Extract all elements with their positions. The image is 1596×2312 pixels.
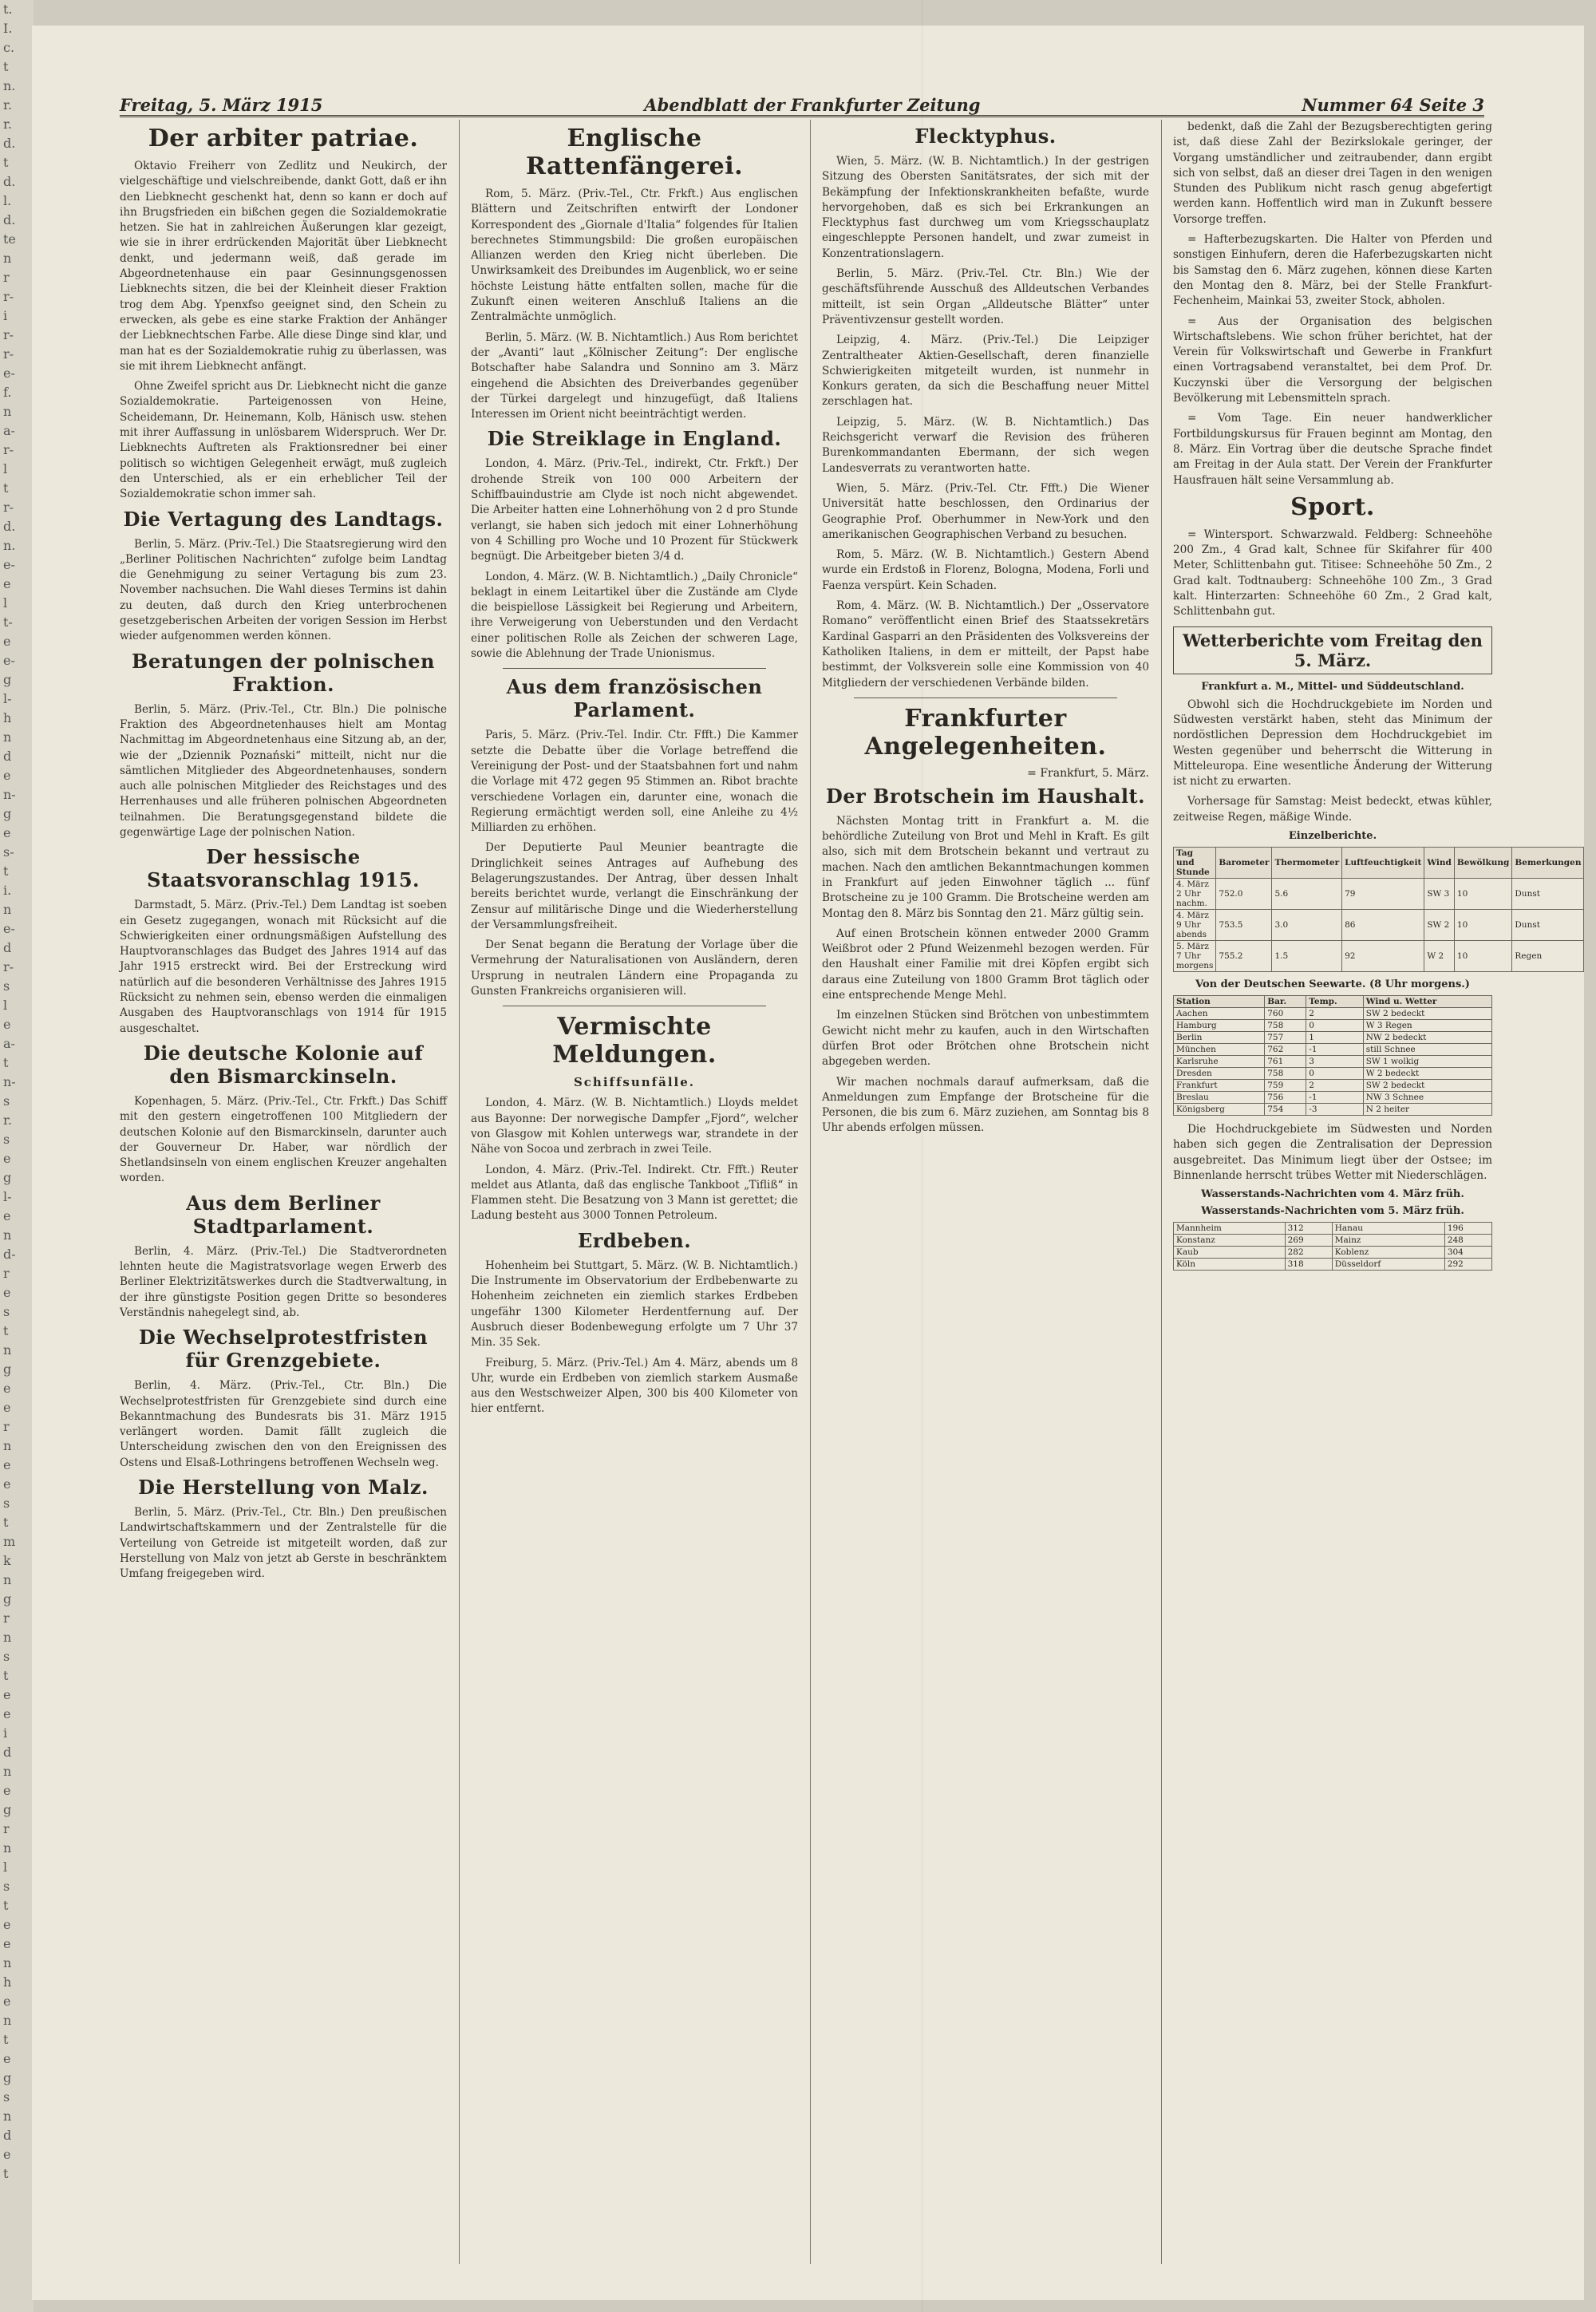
- table-cell: 318: [1285, 1259, 1332, 1271]
- table-cell: 762: [1265, 1043, 1306, 1055]
- edge-fragment: e: [3, 1285, 11, 1300]
- edge-fragment: e: [3, 1208, 11, 1223]
- edge-fragment: I.: [3, 21, 13, 36]
- weather-paragraph: Die Hochdruckgebiete im Südwesten und Norden haben sich gegen die Zentralisation der Depression ausgebreitet. Das Minimum liegt über der Ostsee; im Binnenlande herrscht trübes Wetter mit Niederschlägen.: [1173, 1122, 1492, 1182]
- edge-fragment: s: [3, 1879, 10, 1894]
- edge-fragment: n: [3, 1438, 12, 1453]
- edge-fragment: g: [3, 2070, 12, 2085]
- seewarte-title: Von der Deutschen Seewarte. (8 Uhr morgens.): [1195, 978, 1470, 990]
- table-cell: 755.2: [1216, 940, 1272, 971]
- table-cell: N 2 heiter: [1363, 1103, 1491, 1115]
- table-cell: 752.0: [1216, 878, 1272, 909]
- table-cell: Mainz: [1332, 1235, 1444, 1247]
- edge-fragment: s: [3, 1496, 10, 1511]
- edge-fragment: a-: [3, 423, 15, 438]
- edge-fragment: g: [3, 1362, 12, 1377]
- edge-fragment: s: [3, 2089, 10, 2105]
- article-headline: Beratungen der polnischen Fraktion.: [132, 649, 435, 696]
- edge-fragment: d: [3, 940, 12, 955]
- edge-fragment: g: [3, 1170, 12, 1185]
- edge-fragment: i: [3, 1725, 8, 1741]
- table-cell: Mannheim: [1174, 1223, 1286, 1235]
- edge-fragment: s: [3, 978, 10, 994]
- article-paragraph: London, 4. März. (W. B. Nichtamtlich.) Lloyds meldet aus Bayonne: Der norwegische Dampfer „Fjord“, welcher von Glasgow mit Kohlen unterwegs war, strandete in der Nähe von Socoa und zerbrach in zwei Teile.: [471, 1097, 798, 1156]
- table-cell: Dunst: [1512, 909, 1584, 940]
- table-row: [1174, 1259, 1492, 1271]
- table-row: [1174, 1067, 1492, 1079]
- article-headline: Erdbeben.: [577, 1228, 692, 1252]
- table-header-cell: Luftfeuchtigkeit: [1342, 847, 1424, 878]
- table-row: [1174, 1103, 1492, 1115]
- header-date: Freitag, 5. März 1915: [120, 95, 323, 115]
- section-divider: [503, 668, 766, 669]
- edge-fragment: d: [3, 2128, 12, 2143]
- table-row: [1174, 1019, 1492, 1031]
- edge-fragment: s-: [3, 844, 14, 860]
- edge-fragment: r-: [3, 327, 14, 342]
- table-cell: 3.0: [1272, 909, 1342, 940]
- section-headline: Frankfurter Angelegenheiten.: [864, 704, 1107, 761]
- table-cell: Kaub: [1174, 1247, 1286, 1259]
- table-cell: 92: [1342, 940, 1424, 971]
- article-paragraph: Darmstadt, 5. März. (Priv.-Tel.) Dem Landtag ist soeben ein Gesetz zugegangen, wonach mit Rücksicht auf die Schwierigkeiten einer ordnungsmäßigen Aufstellung des Hauptvoranschlages das Budget des Jahres 1914 auf das Jahr 1915 erstreckt wird. Bei der Erstreckung wird natürlich auf die besonderen Verhältnisse des Jahres 1915 Rücksicht zu nehmen sein, ebenso werden die einmaligen Ausgaben des Hauptvoranschlags von 1914 für 1915 ausgeschaltet.: [120, 899, 447, 1035]
- edge-fragment: n: [3, 1342, 12, 1358]
- article-headline: Aus dem Berliner Stadtparlament.: [186, 1191, 381, 1238]
- weather-table-stations: [1173, 995, 1492, 1116]
- edge-fragment: i: [3, 308, 8, 323]
- table-row: [1174, 1091, 1492, 1103]
- edge-fragment: l: [3, 595, 8, 611]
- table-row: [1174, 1247, 1492, 1259]
- table-cell: 269: [1285, 1235, 1332, 1247]
- table-cell: Hamburg: [1174, 1019, 1265, 1031]
- edge-fragment: t: [3, 1898, 9, 1913]
- table-row: [1174, 1055, 1492, 1067]
- article-paragraph: Berlin, 5. März. (Priv.-Tel. Ctr. Bln.) Wie der geschäftsführende Ausschuß des Alldeutschen Verbandes mitteilt, ist sein Organ „Alldeutsche Blätter“ unter Präventivzensur gestellt worden.: [822, 267, 1149, 326]
- edge-fragment: d.: [3, 212, 16, 227]
- edge-fragment: t-: [3, 615, 13, 630]
- edge-fragment: e: [3, 1783, 11, 1798]
- edge-fragment: n: [3, 902, 12, 917]
- article-paragraph: Rom, 4. März. (W. B. Nichtamtlich.) Der „Osservatore Romano“ veröffentlicht einen Brief des Staatssekretärs Kardinal Gasparri an den Präsidenten des Volksvereins der Katholiken Italiens, in dem er mitteilt, der Papst habe bestimmt, der Volksverein solle eine Kommission von 40 Mitgliedern der verschiedenen Verbände bilden.: [822, 599, 1149, 690]
- dateline: = Frankfurt, 5. März.: [1027, 766, 1149, 780]
- table-cell: 758: [1265, 1019, 1306, 1031]
- edge-fragment: t: [3, 155, 9, 170]
- article-headline: Die Streiklage in England.: [487, 427, 782, 451]
- table-cell: Berlin: [1174, 1031, 1265, 1043]
- edge-fragment: f.: [3, 385, 12, 400]
- table-cell: Köln: [1174, 1259, 1286, 1271]
- edge-fragment: d.: [3, 519, 16, 534]
- edge-fragment: r.: [3, 97, 12, 113]
- edge-fragment: h: [3, 1974, 12, 1990]
- water-level-title: Wasserstands-Nachrichten vom 4. März früh.: [1201, 1188, 1464, 1201]
- column-rule: [810, 120, 811, 2264]
- edge-fragment: r-: [3, 959, 14, 974]
- article-paragraph: Berlin, 4. März. (Priv.-Tel.) Die Stadtverordneten lehnten heute die Magistratsvorlage wegen Erwerb des Berliner Elektrizitätswerkes durch die Stadtverwaltung, in der ihre günstigste Position gegen Dritte so besonderes Verständnis nahegelegt sind, ab.: [120, 1244, 447, 1319]
- table-row: [1174, 940, 1584, 971]
- edge-fragment: e: [3, 1151, 11, 1166]
- edge-fragment: l: [3, 1859, 8, 1875]
- table-cell: 282: [1285, 1247, 1332, 1259]
- table-cell: W 3 Regen: [1363, 1019, 1491, 1031]
- article-headline: Flecktyphus.: [915, 124, 1057, 148]
- table-cell: SW 3: [1424, 878, 1455, 909]
- table-cell: 2: [1306, 1007, 1363, 1019]
- article-paragraph: Rom, 5. März. (Priv.-Tel., Ctr. Frkft.) Aus englischen Blättern und Zeitschriften entwirft der Londoner Korrespondent des „Giornale d'Italia“ folgendes für Italien berechnetes Stimmungsbild: Die großen europäischen Allianzen werden den Krieg nicht überleben. Die Unwirksamkeit des Dreibundes im Augenblick, wo er seine höchste Leistung hätte entfalten sollen, mache für die Zukunft einen weiteren Anschluß Italiens an die Zentralmächte unmöglich.: [471, 188, 798, 324]
- article-paragraph: Hohenheim bei Stuttgart, 5. März. (W. B. Nichtamtlich.) Die Instrumente im Observatorium der Erdbebenwarte zu Hohenheim zeichneten ein ziemlich starkes Erdbeben ungefähr 1300 Kilometer Herdentfernung auf. Der Ausbruch dieser Bodenbewegung erfolgte um 7 Uhr 37 Min. 35 Sek.: [471, 1259, 798, 1350]
- table-cell: 1: [1306, 1031, 1363, 1043]
- article-paragraph: Berlin, 4. März. (Priv.-Tel., Ctr. Bln.) Die Wechselprotestfristen für Grenzgebiete sind durch eine Bekanntmachung des Bundesrats bis 31. März 1915 verlängert worden. Damit fällt zugleich die Unterscheidung zwischen den von den Ereignissen des Ostens und Elsaß-Lothringens betroffenen Wechseln weg.: [120, 1379, 447, 1469]
- article-paragraph: Wir machen nochmals darauf aufmerksam, daß die Anmeldungen zum Empfange der Brotscheine für die Personen, die bis zum 6. März zuziehen, am Sonntag bis 8 Uhr abends erfolgen müssen.: [822, 1075, 1149, 1135]
- table-cell: 10: [1454, 878, 1511, 909]
- table-cell: W 2 bedeckt: [1363, 1067, 1491, 1079]
- table-header-cell: Station: [1174, 995, 1265, 1007]
- edge-fragment: e: [3, 1381, 11, 1396]
- table-cell: Breslau: [1174, 1091, 1265, 1103]
- table-cell: -3: [1306, 1103, 1363, 1115]
- edge-fragment: e-: [3, 366, 15, 381]
- table-cell: 4. März 9 Uhr abends: [1174, 909, 1216, 940]
- edge-fragment: r.: [3, 1113, 12, 1128]
- table-cell: 292: [1444, 1259, 1491, 1271]
- water-level-title: Wasserstands-Nachrichten vom 5. März früh.: [1201, 1205, 1464, 1218]
- table-cell: Regen: [1512, 940, 1584, 971]
- table-cell: 10: [1454, 940, 1511, 971]
- edge-fragment: n: [3, 251, 12, 266]
- edge-fragment: r.: [3, 117, 12, 132]
- table-row: [1174, 1031, 1492, 1043]
- edge-fragment: n: [3, 1227, 12, 1243]
- table-row: [1174, 1043, 1492, 1055]
- article-paragraph: London, 4. März. (Priv.-Tel. Indirekt. Ctr. Ffft.) Reuter meldet aus Atlanta, daß das englische Tankboot „Tifliß“ in Flammen steht. Die Besatzung von 3 Mann ist gerettet; die Ladung besteht aus 3000 Tonnen Petroleum.: [471, 1163, 798, 1223]
- table-cell: Koblenz: [1332, 1247, 1444, 1259]
- edge-fragment: e: [3, 768, 11, 783]
- article-paragraph: = Vom Tage. Ein neuer handwerklicher Fortbildungskursus für Frauen beginnt am Montag, den 8. März. Ein Vortrag über die deutsche Sprache findet am Freitag in der Aula statt. Der Verein der Frankfurter Hausfrauen hält seine Versammlung ab.: [1173, 412, 1492, 487]
- article-paragraph: Wien, 5. März. (W. B. Nichtamtlich.) In der gestrigen Sitzung des Obersten Sanitätsrates, der sich mit der Bekämpfung der Infektionskrankheiten befaßte, wurde hervorgehoben, daß es sich bei Erkrankungen an Flecktyphus fast durchweg um vom Kriegsschauplatz eingeschleppte Personen handelt, und zwar zumeist in Konzentrationslagern.: [822, 155, 1149, 260]
- table-cell: NW 2 bedeckt: [1363, 1031, 1491, 1043]
- table-header-cell: Wind: [1424, 847, 1455, 878]
- table-cell: Königsberg: [1174, 1103, 1265, 1115]
- article-paragraph: bedenkt, daß die Zahl der Bezugsberechtigten gering ist, daß diese Zahl der Bezirkslokale geringer, der Vorgang umständlicher und zeitraubender, dann ergibt sich von selbst, daß an dieser drei Tagen in den wenigen Stunden des Publikum nicht rasch genug abgefertigt werden kann. Hoffentlich wird man in Zukunft bessere Vorsorge treffen.: [1173, 121, 1492, 226]
- table-row: [1174, 909, 1584, 940]
- table-header-cell: Temp.: [1306, 995, 1363, 1007]
- table-cell: München: [1174, 1043, 1265, 1055]
- table-cell: SW 2: [1424, 909, 1455, 940]
- table-cell: -1: [1306, 1043, 1363, 1055]
- article-paragraph: London, 4. März. (Priv.-Tel., indirekt, Ctr. Frkft.) Der drohende Streik von 100 000 Arbeitern der Schiffbauindustrie am Clyde ist noch nicht abgewendet. Die Arbeiter hatten eine Lohnerhöhung von 2 d pro Stunde verlangt, sie haben sich jedoch mit einer Lohnerhöhung von 4 Schilling pro Woche und 10 Prozent für Stückwerk begnügt. Die Arbeitgeber bieten 3/4 d.: [471, 457, 798, 563]
- article-paragraph: Berlin, 5. März. (Priv.-Tel., Ctr. Bln.) Den preußischen Landwirtschaftskammern und der Zentralstelle für die Verteilung von Getreide ist mitgeteilt worden, daß zur Herstellung von Malz von jetzt ab Gerste in beschränktem Umfang freigegeben wird.: [120, 1506, 447, 1581]
- edge-fragment: g: [3, 806, 12, 821]
- header-masthead: Abendblatt der Frankfurter Zeitung: [644, 95, 981, 115]
- article-headline: Die Herstellung von Malz.: [138, 1476, 429, 1499]
- edge-fragment: d: [3, 1745, 12, 1760]
- article-headline: Die Vertagung des Landtags.: [123, 507, 444, 531]
- edge-fragment: e: [3, 1706, 11, 1721]
- article-headline: Der hessische Staatsvoranschlag 1915.: [147, 845, 420, 892]
- table-row: [1174, 1007, 1492, 1019]
- edge-fragment: s: [3, 1649, 10, 1664]
- table-cell: 0: [1306, 1019, 1363, 1031]
- table-header-cell: Tag und Stunde: [1174, 847, 1216, 878]
- edge-fragment: n: [3, 1630, 12, 1645]
- table-cell: 196: [1444, 1223, 1491, 1235]
- article-paragraph: Paris, 5. März. (Priv.-Tel. Indir. Ctr. Ffft.) Die Kammer setzte die Debatte über die Vorlage betreffend die Vereinigung der Post- und der Staatsbahnen fort und nahm die Vorlage mit 472 gegen 95 Stimmen an. Ribot brachte verschiedene Vorlagen ein, darunter eine, wonach die Regierung ermächtigt werden soll, eine Anleihe zu 4½ Milliarden zu erhöhen.: [471, 729, 798, 835]
- edge-fragment: t: [3, 480, 9, 496]
- table-cell: 761: [1265, 1055, 1306, 1067]
- edge-fragment: e-: [3, 921, 15, 936]
- edge-fragment: e: [3, 1476, 11, 1492]
- edge-fragment: l: [3, 998, 8, 1013]
- table-cell: 4. März 2 Uhr nachm.: [1174, 878, 1216, 909]
- edge-fragment: n: [3, 1840, 12, 1856]
- table-cell: -1: [1306, 1091, 1363, 1103]
- table-cell: 756: [1265, 1091, 1306, 1103]
- table-row: [1174, 1079, 1492, 1091]
- edge-fragment: e: [3, 1457, 11, 1472]
- edge-fragment: n-: [3, 1074, 16, 1089]
- edge-fragment: n: [3, 2013, 12, 2028]
- edge-fragment: g: [3, 1802, 12, 1817]
- edge-fragment: r: [3, 270, 10, 285]
- table-row: [1174, 878, 1584, 909]
- edge-fragment: m: [3, 1534, 16, 1549]
- article-paragraph: Berlin, 5. März. (W. B. Nichtamtlich.) Aus Rom berichtet der „Avanti“ laut „Kölnischer Zeitung“: Der englische Botschafter habe Salandra und Sonnino am 3. März eingehend die Absichten des Dreiverbandes gegenüber der Türkei dargelegt und hinzugefügt, daß Italiens Interessen im Orient nicht beeinträchtigt werden.: [471, 330, 798, 421]
- weather-subtitle: Frankfurt a. M., Mittel- und Süddeutschland.: [1201, 680, 1464, 693]
- edge-fragment: s: [3, 1093, 10, 1109]
- article-paragraph: Berlin, 5. März. (Priv.-Tel.) Die Staatsregierung wird den „Berliner Politischen Nachrichten“ zufolge beim Landtag die Genehmigung zu seiner Vertagung bis zum 23. November nachsuchen. Die Wahl dieses Termins ist dahin zu deuten, daß durch den Krieg unterbrochenen gesetzgeberischen Arbeiten der vorigen Session im Herbst wieder aufgenommen werden können.: [120, 537, 447, 643]
- edge-fragment: r-: [3, 346, 14, 362]
- article-paragraph: Im einzelnen Stücken sind Brötchen von unbestimmtem Gewicht nicht mehr zu kaufen, auch in den Wirtschaften dürfen Brot oder Brötchen ohne Brotschein nicht abgegeben werden.: [822, 1009, 1149, 1069]
- table-header-cell: Barometer: [1216, 847, 1272, 878]
- edge-fragment: s: [3, 1132, 10, 1147]
- table-cell: SW 2 bedeckt: [1363, 1007, 1491, 1019]
- article-paragraph: = Hafterbezugskarten. Die Halter von Pferden und sonstigen Einhufern, deren die Haferbezugskarten nicht bis Samstag den 6. März zugehen, können diese Karten den Montag den 8. März, bei der Stelle Frankfurt-Fechenheim, Mainkai 53, zweiter Stock, abholen.: [1173, 233, 1492, 308]
- adjacent-page-edge: [0, 0, 34, 2312]
- table-cell: 312: [1285, 1223, 1332, 1235]
- article-paragraph: London, 4. März. (W. B. Nichtamtlich.) „Daily Chronicle“ beklagt in einem Leitartikel über die Zustände am Clyde die beispiellose Lässigkeit bei Regierung und Arbeitern, ihre Verweigerung von Ueberstunden und den Verdacht einer politischen Rolle als Zeichen der schweren Lage, sowie die Ablehnung der Trade Unionismus.: [471, 570, 798, 661]
- edge-fragment: n: [3, 1955, 12, 1970]
- table-cell: Aachen: [1174, 1007, 1265, 1019]
- table-cell: 86: [1342, 909, 1424, 940]
- article-paragraph: Oktavio Freiherr von Zedlitz und Neukirch, der vielgeschäftige und vielschreibende, dankt Gott, daß er ihn den Liebknecht geschenkt hat, denn so kann er doch auf ihn Brugsfrieden ein bißchen gegen die Sozialdemokratie hetzen. Sie hat in zahlreichen Äußerungen klar gezeigt, wie sie in ihrer erdrückenden Majorität über Liebknecht denkt, und jedermann weiß, daß gerade im Abgeordnetenhause ein paar Gesinnungsgenossen Liebknechts sitzen, die bei der Kleinheit dieser Fraktion trog dem Abg. Ypenxfso geeignet sind, den Schein zu erwecken, als gebe es eine starke Fraktion der Anhänger der Liebknechtschen Farbe. Alle diese Dinge sind klar, und man hat es der Sozialdemokratie ruhig zu überlassen, was sie mit ihrem Liebknecht anfängt.: [120, 160, 447, 373]
- weather-table-title: Einzelberichte.: [1288, 829, 1377, 842]
- table-cell: Konstanz: [1174, 1235, 1286, 1247]
- article-headline: Aus dem französischen Parlament.: [506, 675, 763, 722]
- edge-fragment: a-: [3, 1036, 15, 1051]
- edge-fragment: e: [3, 1017, 11, 1032]
- article-headline: Vermischte Meldungen.: [552, 1013, 717, 1069]
- edge-fragment: n: [3, 1764, 12, 1779]
- table-cell: 248: [1444, 1235, 1491, 1247]
- table-cell: 760: [1265, 1007, 1306, 1019]
- weather-table-local: [1173, 847, 1584, 972]
- edge-fragment: i.: [3, 883, 12, 898]
- water-level-table: [1173, 1222, 1492, 1271]
- edge-fragment: e-: [3, 557, 15, 572]
- edge-fragment: r: [3, 1610, 10, 1626]
- article-paragraph: Der Senat begann die Beratung der Vorlage über die Vermehrung der Naturalisationen von Ausländern, deren Ursprung in neutralen Ländern eine Propaganda zu Gunsten Frankreichs organisieren will.: [471, 939, 798, 998]
- table-cell: 758: [1265, 1067, 1306, 1079]
- table-header-cell: Bewölkung: [1454, 847, 1511, 878]
- edge-fragment: n-: [3, 787, 16, 802]
- table-cell: SW 1 wolkig: [1363, 1055, 1491, 1067]
- table-cell: NW 3 Schnee: [1363, 1091, 1491, 1103]
- edge-fragment: l-: [3, 1189, 12, 1204]
- article-paragraph: Leipzig, 5. März. (W. B. Nichtamtlich.) Das Reichsgericht verwarf die Revision des früheren Burenkommandanten Ebermann, der sich wegen Landesverrats zu verantworten hatte.: [822, 415, 1149, 475]
- article-headline: Englische Rattenfängerei.: [525, 124, 744, 180]
- edge-fragment: n.: [3, 78, 16, 93]
- edge-fragment: g: [3, 1591, 12, 1607]
- edge-fragment: k: [3, 1553, 11, 1568]
- article-paragraph: Nächsten Montag tritt in Frankfurt a. M. die behördliche Zuteilung von Brot und Mehl in Kraft. Es gilt also, sich mit dem Brotschein bekannt und vertraut zu machen. Nach den amtlichen Bekanntmachungen kommen in Frankfurt auf jeden Einwohner täglich ... fünf Brotscheine zu je 100 Gramm. Die Brotscheine werden am Montag den 8. März bis Sonntag den 21. März gültig sein.: [822, 814, 1149, 920]
- table-cell: 3: [1306, 1055, 1363, 1067]
- edge-fragment: e: [3, 1687, 11, 1702]
- edge-fragment: e: [3, 1917, 11, 1932]
- edge-fragment: e: [3, 1400, 11, 1415]
- column-4: [1173, 120, 1582, 2264]
- edge-fragment: t: [3, 1323, 9, 1338]
- edge-fragment: e: [3, 825, 11, 840]
- edge-fragment: t.: [3, 2, 13, 17]
- edge-fragment: n: [3, 729, 12, 745]
- edge-fragment: e: [3, 2147, 11, 2162]
- column-rule: [1161, 120, 1162, 2264]
- edge-fragment: e: [3, 1994, 11, 2009]
- edge-fragment: r: [3, 1419, 10, 1434]
- edge-fragment: t: [3, 1668, 9, 1683]
- section-headline: Sport.: [1290, 492, 1375, 521]
- table-cell: 1.5: [1272, 940, 1342, 971]
- edge-fragment: g: [3, 672, 12, 687]
- edge-fragment: t: [3, 2032, 9, 2047]
- page-header: [120, 88, 1484, 117]
- edge-fragment: d.: [3, 174, 16, 189]
- edge-fragment: d: [3, 749, 12, 764]
- article-paragraph: Wien, 5. März. (Priv.-Tel. Ctr. Ffft.) Die Wiener Universität hatte beschlossen, den Ordinarius der Geographie Prof. Oberhummer in New-York und den amerikanischen Geographischen Verband zu besuchen.: [822, 481, 1149, 541]
- edge-fragment: r-: [3, 442, 14, 457]
- article-paragraph: Freiburg, 5. März. (Priv.-Tel.) Am 4. März, abends um 8 Uhr, wurde ein Erdbeben von ziemlich starkem Ausmaße aus den Westschweizer Alpen, 300 bis 400 Kilometer von hier entfernt.: [471, 1356, 798, 1416]
- column-1: [120, 120, 447, 2264]
- edge-fragment: h: [3, 710, 12, 725]
- table-cell: Hanau: [1332, 1223, 1444, 1235]
- table-cell: 5.6: [1272, 878, 1342, 909]
- edge-fragment: s: [3, 1304, 10, 1319]
- edge-fragment: e: [3, 634, 11, 649]
- table-cell: 79: [1342, 878, 1424, 909]
- weather-forecast: Vorhersage für Samstag: Meist bedeckt, etwas kühler, zeitweise Regen, mäßige Winde.: [1173, 795, 1492, 824]
- edge-fragment: t: [3, 59, 9, 74]
- edge-fragment: l.: [3, 193, 12, 208]
- edge-fragment: te: [3, 231, 16, 247]
- edge-fragment: e: [3, 2051, 11, 2066]
- edge-fragment: t: [3, 1055, 9, 1070]
- table-cell: SW 2 bedeckt: [1363, 1079, 1491, 1091]
- column-2: [471, 120, 798, 2264]
- article-paragraph: Leipzig, 4. März. (Priv.-Tel.) Die Leipziger Zentraltheater Aktien-Gesellschaft, deren finanzielle Schwierigkeiten mitgeteilt wurden, ist nunmehr in Konkurs geraten, da sich die Beschaffung neuer Mittel zerschlagen hat.: [822, 334, 1149, 409]
- weather-box-title: Wetterberichte vom Freitag den 5. März.: [1173, 626, 1492, 674]
- table-cell: W 2: [1424, 940, 1455, 971]
- table-header-cell: Wind u. Wetter: [1363, 995, 1491, 1007]
- table-cell: 754: [1265, 1103, 1306, 1115]
- edge-fragment: l-: [3, 691, 12, 706]
- column-3: [822, 120, 1149, 2264]
- table-cell: 0: [1306, 1067, 1363, 1079]
- edge-fragment: d.: [3, 136, 16, 151]
- edge-fragment: n: [3, 1572, 12, 1587]
- table-header-cell: Bar.: [1265, 995, 1306, 1007]
- edge-fragment: c.: [3, 40, 15, 55]
- table-row: [1174, 1223, 1492, 1235]
- article-paragraph: Der Deputierte Paul Meunier beantragte die Dringlichkeit seines Antrages auf Aufhebung des Belagerungszustandes. Der Antrag, über dessen Inhalt bereits berichtet wurde, verlangt die Einschränkung der Zensur auf militärische Dinge und die Wiederherstellung der Versammlungsfreiheit.: [471, 841, 798, 931]
- article-headline: Der Brotschein im Haushalt.: [826, 784, 1145, 808]
- header-page-number: Nummer 64 Seite 3: [1302, 95, 1484, 115]
- table-cell: 5. März 7 Uhr morgens: [1174, 940, 1216, 971]
- table-cell: Dresden: [1174, 1067, 1265, 1079]
- article-paragraph: Ohne Zweifel spricht aus Dr. Liebknecht nicht die ganze Sozialdemokratie. Parteigenossen von Heine, Scheidemann, Dr. Heinemann, Kolb, Hänisch usw. stehen mit ihrer Auffassung in unlösbarem Widerspruch. Wer Dr. Liebknechts Auftreten als Fraktionsredner bei einer politisch so wichtigen Gelegenheit erwägt, muß zugleich den Unterschied, als er ein erheblicher Teil der Sozialdemokratie schon immer sah.: [120, 380, 447, 501]
- table-cell: Dunst: [1512, 878, 1584, 909]
- column-rule: [459, 120, 460, 2264]
- edge-fragment: e: [3, 576, 11, 591]
- table-cell: Frankfurt: [1174, 1079, 1265, 1091]
- edge-fragment: n.: [3, 538, 16, 553]
- table-cell: Karlsruhe: [1174, 1055, 1265, 1067]
- table-header-cell: Thermometer: [1272, 847, 1342, 878]
- edge-fragment: t: [3, 2166, 9, 2181]
- edge-fragment: r-: [3, 500, 14, 515]
- edge-fragment: t: [3, 864, 9, 879]
- table-cell: 10: [1454, 909, 1511, 940]
- table-cell: 759: [1265, 1079, 1306, 1091]
- table-cell: 757: [1265, 1031, 1306, 1043]
- article-headline: Der arbiter patriae.: [148, 124, 419, 152]
- article-paragraph: Auf einen Brotschein können entweder 2000 Gramm Weißbrot oder 2 Pfund Weizenmehl bezogen werden. Für den Haushalt einer Familie mit drei Köpfen ergibt sich daraus eine Zuteilung von 1800 Gramm Brot täglich oder eine entsprechende Menge Mehl.: [822, 927, 1149, 1002]
- article-paragraph: Rom, 5. März. (W. B. Nichtamtlich.) Gestern Abend wurde ein Erdstoß in Florenz, Bologna, Modena, Forli und Faenza verspürt. Kein Schaden.: [822, 548, 1149, 592]
- table-cell: 2: [1306, 1079, 1363, 1091]
- article-headline: Die deutsche Kolonie auf den Bismarckinseln.: [143, 1041, 424, 1088]
- article-paragraph: Berlin, 5. März. (Priv.-Tel., Ctr. Bln.) Die polnische Fraktion des Abgeordnetenhauses hielt am Montag Nachmittag im Abgeordnetenhaus eine Sitzung ab, an der, wie der „Dziennik Poznański“ mitteilt, nicht nur die sämtlichen Mitglieder des Abgeordnetenhauses, sondern auch alle polnischen Mitglieder des Reichstages und des Herrenhauses und alle früheren polnischen Abgeordneten teilnahmen. Die Beratungsgegenstand bildete die gegenwärtige Lage der polnischen Nation.: [120, 702, 447, 839]
- table-cell: 304: [1444, 1247, 1491, 1259]
- table-header-cell: Bemerkungen: [1512, 847, 1584, 878]
- table-cell: still Schnee: [1363, 1043, 1491, 1055]
- article-paragraph: = Wintersport. Schwarzwald. Feldberg: Schneehöhe 200 Zm., 4 Grad kalt, Schnee für Skifahrer für 400 Meter, Schlittenbahn gut. Titisee: Schneehöhe 50 Zm., 2 Grad kalt. Todtnauberg: Schneehöhe 100 Zm., 3 Grad kalt. Hinterzarten: Schneehöhe 60 Zm., 2 Grad kalt, Schlittenbahn gut.: [1173, 528, 1492, 619]
- edge-fragment: d-: [3, 1247, 16, 1262]
- edge-fragment: e: [3, 1936, 11, 1951]
- weather-paragraph: Obwohl sich die Hochdruckgebiete im Norden und Südwesten verstärkt haben, steht das Minimum der nordöstlichen Depression dem Hochdruckgebiet im Westen gegenüber und beherrscht die Witterung in Mitteleuropa. Eine wesentliche Änderung der Witterung ist nicht zu erwarten.: [1173, 698, 1492, 788]
- edge-fragment: t: [3, 1515, 9, 1530]
- edge-fragment: r: [3, 1821, 10, 1836]
- edge-fragment: n: [3, 2108, 12, 2124]
- edge-fragment: e-: [3, 653, 15, 668]
- article-subheadline: Schiffsunfälle.: [573, 1075, 696, 1090]
- table-cell: 753.5: [1216, 909, 1272, 940]
- table-row: [1174, 1235, 1492, 1247]
- table-cell: Düsseldorf: [1332, 1259, 1444, 1271]
- article-paragraph: = Aus der Organisation des belgischen Wirtschaftslebens. Wie schon früher berichtet, hat der Verein für Volkswirtschaft und Gewerbe in Frankfurt einen Vortragsabend veranstaltet, bei dem Prof. Dr. Kuczynski über die Versorgung der belgischen Bevölkerung mit Lebensmitteln sprach.: [1173, 314, 1492, 405]
- edge-fragment: l: [3, 461, 8, 476]
- edge-fragment: r: [3, 1266, 10, 1281]
- article-headline: Die Wechselprotestfristen für Grenzgebiete.: [138, 1326, 429, 1373]
- edge-fragment: n: [3, 404, 12, 419]
- edge-fragment: r-: [3, 289, 14, 304]
- article-paragraph: Kopenhagen, 5. März. (Priv.-Tel., Ctr. Frkft.) Das Schiff mit den gestern eingetroffenen 100 Mitgliedern der deutschen Kolonie auf den Bismarckinseln, darunter auch der Gouverneur Dr. Haber, war nördlich der Shetlandsinseln von einem englischen Kreuzer angehalten worden.: [120, 1094, 447, 1185]
